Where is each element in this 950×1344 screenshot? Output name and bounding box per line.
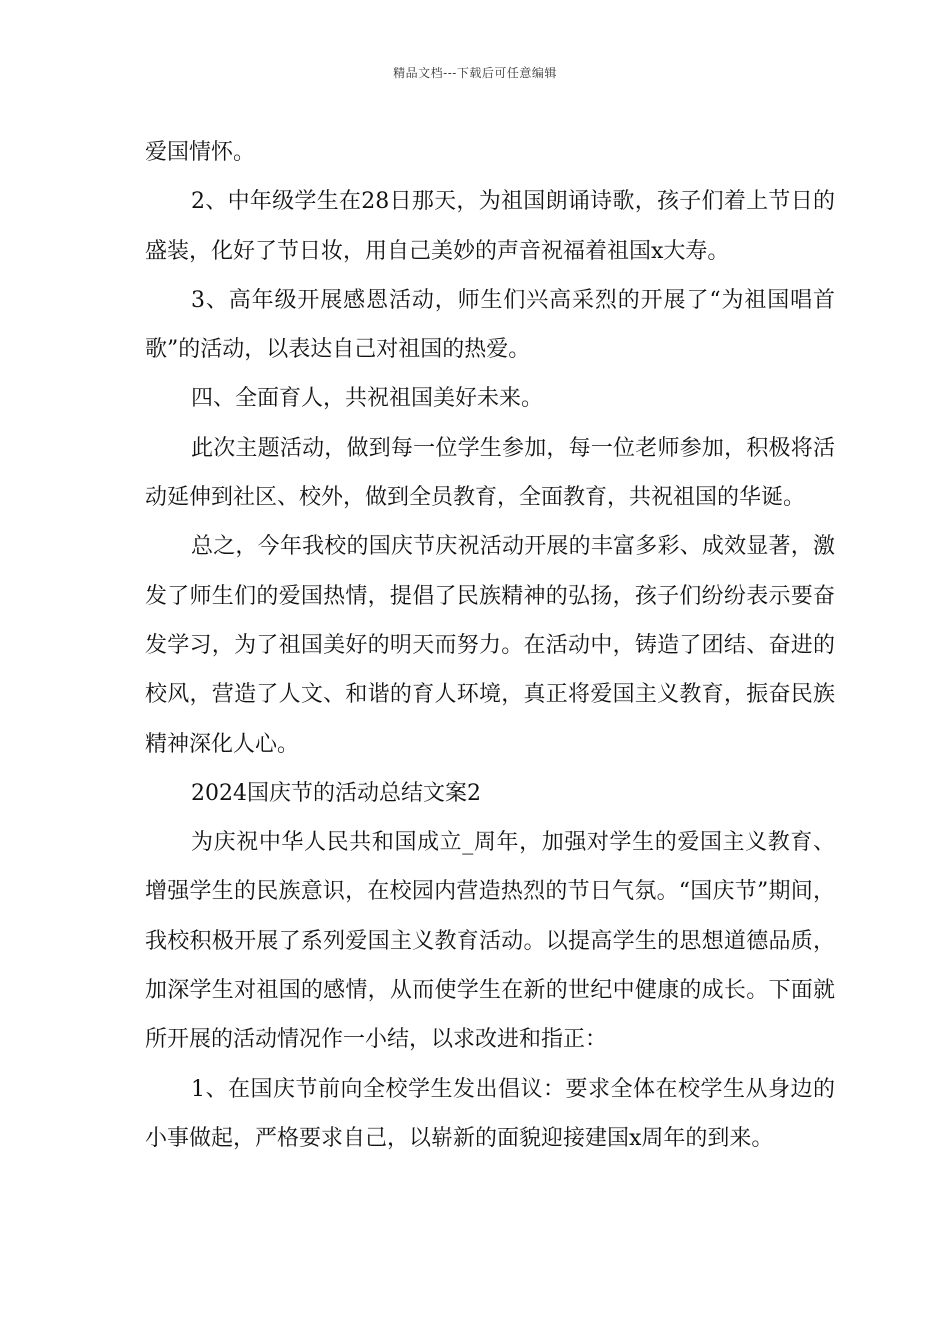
- document-body: [145, 128, 835, 1163]
- paragraph-summary: 总之，今年我校的国庆节庆祝活动开展的丰富多彩、成效显著，激发了师生们的爱国热情，提倡了民族精神的弘扬，孩子们纷纷表示要奋发学习，为了祖国美好的明天而努力。在活动中，铸造了团结、奋进的校风，营造了人文、和谐的育人环境，真正将爱国主义教育，振奋民族精神深化人心。: [145, 534, 835, 757]
- paragraph-senior-grade-activity: 3、高年级开展感恩活动，师生们兴高采烈的开展了“为祖国唱首歌”的活动，以表达自己对祖国的热爱。: [145, 287, 835, 363]
- paragraph-mid-grade-activity: 2、中年级学生在28日那天，为祖国朗诵诗歌，孩子们着上节日的盛装，化好了节日妆，用自己美妙的声音祝福着祖国x大寿。: [145, 189, 835, 264]
- paragraph-item-1: 1、在国庆节前向全校学生发出倡议：要求全体在校学生从身边的小事做起，严格要求自己，以崭新的面貌迎接建国x周年的到来。: [145, 1076, 835, 1151]
- page-header: 精品文档---下载后可任意编辑: [393, 66, 557, 80]
- section-title-2: 2024国庆节的活动总结文案2: [191, 780, 481, 806]
- paragraph-theme-activity: 此次主题活动，做到每一位学生参加，每一位老师参加，积极将活动延伸到社区、校外，做到全员教育，全面教育，共祝祖国的华诞。: [145, 435, 835, 511]
- paragraph-continuation: 爱国情怀。: [145, 140, 256, 165]
- paragraph-intro-2: 为庆祝中华人民共和国成立_周年，加强对学生的爱国主义教育、增强学生的民族意识，在校园内营造热烈的节日气氛。“国庆节”期间，我校积极开展了系列爱国主义教育活动。以提高学生的思想道德品质，加深学生对祖国的感情，从而使学生在新的世纪中健康的成长。下面就所开展的活动情况作一小结，以求改进和指正：: [145, 830, 835, 1053]
- section-heading-four: 四、全面育人，共祝祖国美好未来。: [191, 386, 544, 412]
